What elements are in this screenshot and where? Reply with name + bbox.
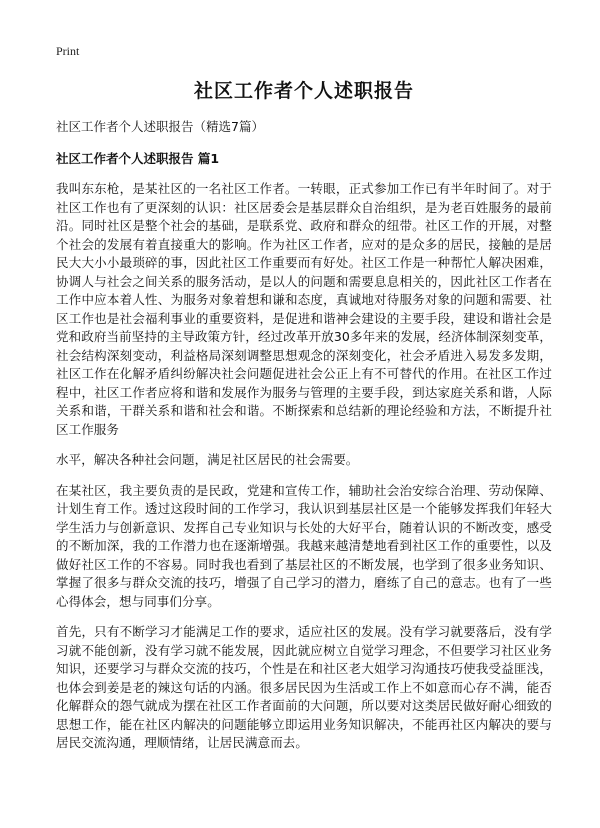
paragraph-1: 我叫东东枪，是某社区的一名社区工作者。一转眼，正式参加工作已有半年时间了。对于社区工作也有了更深刻的认识：社区居委会是基层群众自治组织，是为老百姓服务的最前沿。同时社区是整个社会的基础，是联系党、政府和群众的纽带。社区工作的开展，对整个社会的发展有着直接重大的影响。作为社区工作者，应对的是众多的居民，接触的是居民大大小小最琐碎的事，因此社区工作重要而有好处。社区工作是一种帮忙人解决困难，协调人与社会之间关系的服务活动，是以人的问题和需要息息相关的，因此社区工作者在工作中应本着人性、为服务对象着想和谦和态度，真诚地对待服务对象的问题和需要、社区工作也是社会福利事业的重要资料，是促进和谐神会建设的主要手段，建设和谐社会是党和政府当前坚持的主导政策方针，经过改革开放30多年来的发展，经济体制深刻变革，社会结构深刻变动，利益格局深刻调整思想观念的深刻变化，社会矛盾进入易发多发期，社区工作在化解矛盾纠纷解决社会问题促进社会公正上有不可替代的作用。在社区工作过程中，社区工作者应将和谐和发展作为服务与管理的主要手段，到达家庭关系和谐，人际关系和谐，干群关系和谐和社会和谐。不断探索和总结新的理论经验和方法，不断提升社区工作服务 xyxy=(56,181,552,437)
print-label[interactable]: Print xyxy=(56,44,80,58)
document-title: 社区工作者个人述职报告 xyxy=(193,80,414,102)
paragraph-2: 水平，解决各种社会问题，满足社区居民的社会需要。 xyxy=(56,452,359,467)
paragraph-4: 首先，只有不断学习才能满足工作的要求，适应社区的发展。没有学习就要落后，没有学习就不能创新，没有学习就不能发展，因此就应树立自觉学习理念，不但要学习社区业务知识，还要学习与群众交流的技巧，个性是在和社区老大姐学习沟通技巧使我受益匪浅，也体会到姜是老的辣这句话的内涵。很多居民因为生活或工作上不如意而心存不满，能否化解群众的怨气就成为摆在社区工作者面前的大问题，所以要对这类居民做好耐心细致的思想工作，能在社区内解决的问题能够立即运用业务知识解决，不能再社区内解决的要与居民交流沟通，理顺情绪，让居民满意而去。 xyxy=(56,624,552,750)
document-subtitle: 社区工作者个人述职报告（精选7篇） xyxy=(56,119,264,134)
section-heading: 社区工作者个人述职报告 篇1 xyxy=(56,151,220,166)
paragraph-3: 在某社区，我主要负责的是民政，党建和宣传工作，辅助社会治安综合治理、劳动保障、计划生育工作。透过这段时间的工作学习，我认识到基层社区是一个能够发挥我们年轻大学生活力与创新意识、发挥自己专业知识与长处的大好平台，随着认识的不断改变，感受的不断加深，我的工作潜力也在逐渐增强。我越来越清楚地看到社区工作的重要性，以及做好社区工作的不容易。同时我也看到了基层社区的不断发展，也学到了很多业务知识、掌握了很多与群众交流的技巧，增强了自己学习的潜力，磨练了自己的意志。也有了一些心得体会，想与同事们分享。 xyxy=(56,482,552,609)
